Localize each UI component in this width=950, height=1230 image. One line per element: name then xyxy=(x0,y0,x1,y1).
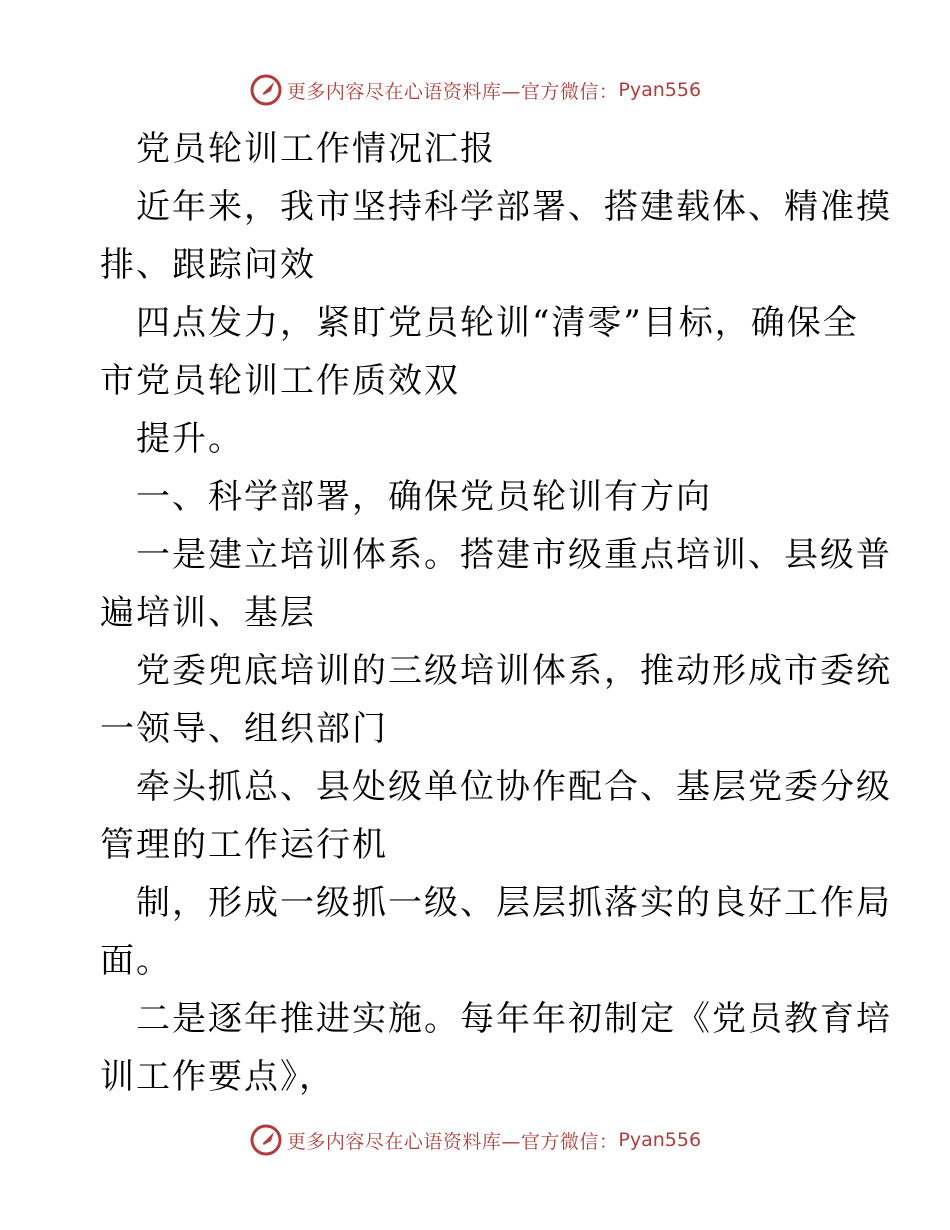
document-line: 管理的工作运行机 xyxy=(100,825,388,865)
document-line: 党委兜底培训的三级培训体系，推动形成市委统 xyxy=(136,651,892,691)
footer-watermark xyxy=(0,1120,950,1160)
watermark-id: Pyan556 xyxy=(618,1129,702,1151)
watermark-id: Pyan556 xyxy=(618,79,702,101)
document-line: 遍培训、基层 xyxy=(100,593,316,633)
document-line: 排、跟踪问效 xyxy=(100,245,316,285)
document-body xyxy=(100,120,892,1106)
document-line: 一、科学部署，确保党员轮训有方向 xyxy=(136,477,712,517)
document-line: 党员轮训工作情况汇报 xyxy=(136,129,496,169)
document-line: 市党员轮训工作质效双 xyxy=(100,361,460,401)
header-watermark xyxy=(0,70,950,110)
document-line: 牵头抓总、县处级单位协作配合、基层党委分级 xyxy=(136,767,892,807)
document-line: 训工作要点》， xyxy=(100,1057,335,1097)
document-line: 一是建立培训体系。搭建市级重点培训、县级普 xyxy=(136,535,892,575)
document-line: 一领导、组织部门 xyxy=(100,709,388,749)
document-line: 制，形成一级抓一级、层层抓落实的良好工作局 xyxy=(136,883,892,923)
watermark-text: 更多内容尽在心语资料库—官方微信： xyxy=(286,80,619,103)
quill-logo-icon xyxy=(249,1123,283,1157)
document-line: 四点发力，紧盯党员轮训“清零”目标，确保全 xyxy=(136,303,859,343)
quill-logo-icon xyxy=(249,73,283,107)
document-line: 面。 xyxy=(100,941,172,981)
watermark-text: 更多内容尽在心语资料库—官方微信： xyxy=(286,1130,619,1153)
document-line: 提升。 xyxy=(136,419,244,459)
document-line: 近年来，我市坚持科学部署、搭建载体、精准摸 xyxy=(136,187,892,227)
document-line: 二是逐年推进实施。每年年初制定《党员教育培 xyxy=(136,999,892,1039)
